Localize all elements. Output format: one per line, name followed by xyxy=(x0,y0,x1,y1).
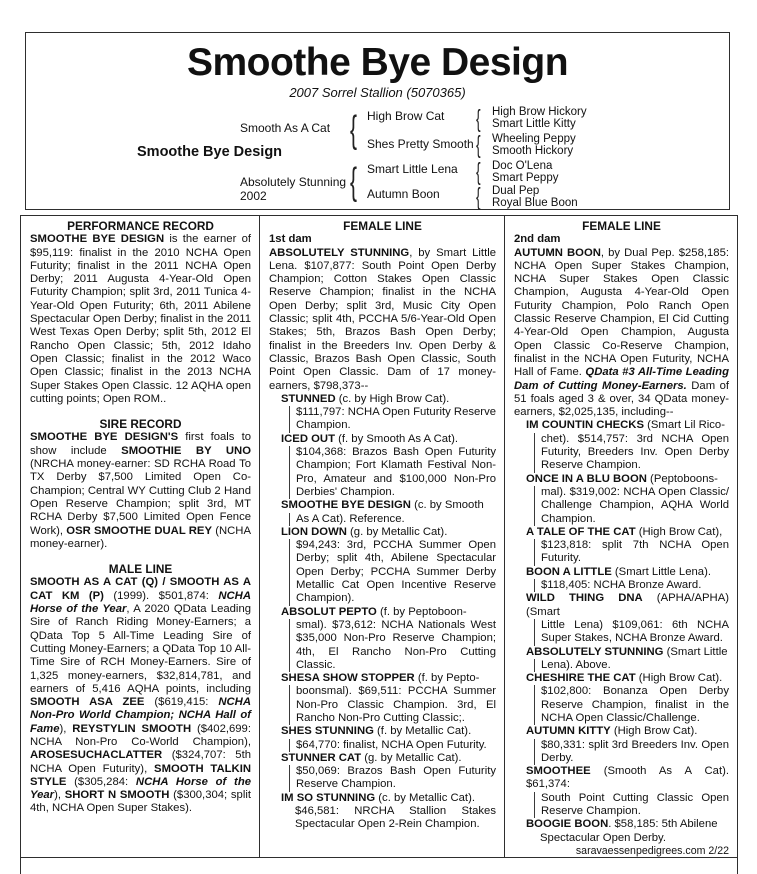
progeny-entry xyxy=(526,725,729,765)
sire-record-text xyxy=(30,431,251,551)
progeny-name: SHES STUNNING xyxy=(281,725,374,738)
progeny-entry xyxy=(526,818,729,845)
progeny-entry xyxy=(526,419,729,472)
progeny-entry-head xyxy=(526,646,729,659)
text-run: QData #3 All-Time Leading Dam of Cutting Money-Earners. xyxy=(514,366,729,392)
progeny-tail: (APHA/APHA) (Smart xyxy=(526,592,729,618)
progeny-tail: (g. by Metallic Cat). xyxy=(361,751,462,764)
progeny-name: ABSOLUT PEPTO xyxy=(281,605,377,618)
progeny-entry-head xyxy=(281,792,496,805)
text-run: is the earner of $95,119: finalist in the 2010 NCHA Open Futurity; finalist in the 2011 NCHA Open Derby; 2011 Augusta 4-Year-Old Open Futurity Champion; split 3rd, 2011 Tunica 4-Year-Old Open Futurity; 6th, 2011 Abilene Spectacular Open Derby; finalist in the 2011 West Texas Open Derby; split 5th, 2012 El Rancho Open Classic; 5th, 2012 Idaho Open Classic; finalist in the 2012 Waco Open Classic; finalist in the 2013 NCHA Super Stakes Open Classic. 12 AQHA open cutting points; Open ROM.. xyxy=(30,233,251,405)
progeny-detail: $123,818: split 7th NCHA Open Futurity. xyxy=(534,539,729,566)
text-run: SMOOTHE BYE DESIGN xyxy=(30,233,165,246)
progeny-entry-head xyxy=(281,499,496,512)
performance-record-text xyxy=(30,233,251,406)
progeny-tail: (Peptoboons- xyxy=(646,472,718,485)
pedigree-brace: { xyxy=(476,158,481,186)
progeny-entry xyxy=(281,672,496,725)
progeny-entry-head xyxy=(526,725,729,738)
text-run: ($300,304; split 4th, NCHA Open Super Stakes). xyxy=(30,789,251,815)
progeny-tail: (High Brow Cat), xyxy=(635,525,723,538)
text-run: NCHA Non-Pro World Champion; NCHA Hall of Fame xyxy=(30,696,251,735)
progeny-name: ONCE IN A BLU BOON xyxy=(526,472,647,485)
progeny-tail: (f. by Metallic Cat). xyxy=(373,725,472,738)
progeny-entry-head xyxy=(526,818,729,831)
progeny-name: BOON A LITTLE xyxy=(526,565,612,578)
credit-footer: saravaessenpedigrees.com 2/22 xyxy=(575,844,729,857)
text-run: ($619,415: xyxy=(144,696,219,709)
progeny-entry xyxy=(526,592,729,645)
text-run: (1999). $501,874: xyxy=(103,589,219,602)
text-run: AUTUMN BOON xyxy=(514,246,601,259)
second-dam-label: 2nd dam xyxy=(514,233,561,246)
progeny-entry xyxy=(281,606,496,672)
second-dam-text xyxy=(514,247,729,420)
column-female-line-2nd-dam xyxy=(504,216,737,857)
female-line-header-1: FEMALE LINE xyxy=(343,219,422,233)
progeny-detail: $64,770: finalist, NCHA Open Futurity. xyxy=(289,739,496,752)
progeny-entry xyxy=(281,393,496,433)
progeny-entry-head xyxy=(281,433,496,446)
progeny-entry xyxy=(281,499,496,526)
text-run: REYSTYLIN SMOOTH xyxy=(72,722,192,735)
progeny-entry-head xyxy=(526,672,729,685)
progeny-name: A TALE OF THE CAT xyxy=(526,525,636,538)
progeny-entry xyxy=(526,765,729,818)
first-dam-label: 1st dam xyxy=(269,233,312,246)
progeny-name: SMOOTHEE xyxy=(526,765,591,778)
progeny-detail: boonsmal). $69,511: PCCHA Summer Non-Pro Classic Champion. 3rd, El Rancho Non-Pro Cutting Classic;. xyxy=(289,685,496,725)
progeny-tail: (Smart Little Lena). xyxy=(611,565,711,578)
progeny-name: ICED OUT xyxy=(281,432,335,445)
progeny-detail: As A Cat). Reference. xyxy=(289,513,496,526)
progeny-name: IM SO STUNNING xyxy=(281,791,376,804)
progeny-entry xyxy=(526,566,729,593)
progeny-tail: (g. by Metallic Cat). xyxy=(346,525,448,538)
pedigree-gen3-1: High Brow Hickory xyxy=(492,106,587,118)
pedigree-gen3-3: Wheeling Peppy xyxy=(492,133,576,145)
page-subtitle: 2007 Sorrel Stallion (5070365) xyxy=(289,85,466,100)
text-run: Dam of 51 foals aged 3 & over, 34 QData money-earners, $2,025,135, including-- xyxy=(514,379,730,419)
pedigree-dam-year: 2002 xyxy=(240,189,267,203)
progeny-tail: . $58,185: 5th Abilene xyxy=(608,818,718,831)
text-run: ($305,284: xyxy=(66,775,136,788)
text-run: , by Smart Little Lena. $107,877: South Point Open Derby Champion; Cotton Stakes Open Classic Reserve Champion; finalist in the NCHA Open Derby; split 3rd, Music City Open Classic; split 4th, PCCHA 5/6-Year-Old Open Stakes; 5th, Brazos Bash Open Derby; finalist in the Breeders Inv. Open Derby & Classic, Brazos Bash Open Classic, South Point Open Classic. Dam of 17 money-earners, $798,373-- xyxy=(269,246,496,392)
progeny-detail: chet). $514,757: 3rd NCHA Open Futurity, Breeders Inv. Open Derby Reserve Champion. xyxy=(534,433,729,473)
progeny-entry xyxy=(281,526,496,606)
progeny-entry-head xyxy=(281,393,496,406)
progeny-name: LION DOWN xyxy=(281,525,347,538)
text-run: NCHA Horse of the Year xyxy=(30,775,251,802)
progeny-entry xyxy=(526,646,729,673)
pedigree-gen3-8: Royal Blue Boon xyxy=(492,197,578,209)
progeny-entry xyxy=(281,433,496,499)
text-run: ($324,707: 5th NCHA Open Futurity), xyxy=(30,749,251,775)
text-run: ($402,699: NCHA Non-Pro Co-World Champion), xyxy=(30,722,251,748)
text-run: SMOOTH ASA ZEE xyxy=(30,696,145,709)
progeny-detail: $50,069: Brazos Bash Open Futurity Reserve Champion. xyxy=(289,765,496,792)
text-run: SMOOTH TALKIN STYLE xyxy=(30,762,251,788)
progeny-detail: Little Lena) $109,061: 6th NCHA Super Stakes, NCHA Bronze Award. xyxy=(534,619,729,646)
progeny-entry-head xyxy=(526,526,729,539)
pedigree-brace: { xyxy=(476,131,481,159)
progeny-tail: (c. by Smooth xyxy=(410,499,484,512)
progeny-tail: (High Brow Cat). xyxy=(610,725,698,738)
performance-record-header: PERFORMANCE RECORD xyxy=(67,219,214,233)
progeny-tail: (High Brow Cat). xyxy=(635,672,723,685)
column-female-line-1st-dam xyxy=(259,216,504,857)
progeny-detail: mal). $319,002: NCHA Open Classic/ Challenge Champion, AQHA World Champion. xyxy=(534,486,729,526)
progeny-entry-head xyxy=(526,592,729,619)
progeny-detail: $111,797: NCHA Open Futurity Reserve Champion. xyxy=(289,406,496,433)
female-line-header-2: FEMALE LINE xyxy=(582,219,661,233)
progeny-entry-head xyxy=(281,606,496,619)
progeny-name: IM COUNTIN CHECKS xyxy=(526,419,644,432)
text-run: ), xyxy=(54,789,65,802)
progeny-tail: (c. by High Brow Cat). xyxy=(335,392,450,405)
progeny-detail: $80,331: split 3rd Breeders Inv. Open Derby. xyxy=(534,739,729,766)
progeny-tail: (c. by Metallic Cat). xyxy=(375,791,475,804)
progeny-entry xyxy=(526,526,729,566)
pedigree-gen3-2: Smart Little Kitty xyxy=(492,118,576,130)
progeny-entry-head xyxy=(281,526,496,539)
progeny-entry-head xyxy=(281,672,496,685)
text-run: AROSESUCHACLATTER xyxy=(30,749,163,762)
column-performance-sire-male-line xyxy=(21,216,259,857)
progeny-entry xyxy=(526,672,729,725)
progeny-name: SHESA SHOW STOPPER xyxy=(281,672,415,685)
progeny-entry-head xyxy=(526,765,729,792)
text-run: OSR SMOOTHE DUAL REY xyxy=(66,524,212,537)
pedigree-gen2-3: Smart Little Lena xyxy=(367,162,458,176)
text-run: ABSOLUTELY STUNNING xyxy=(269,246,410,259)
pedigree-brace: { xyxy=(476,105,481,133)
text-run: , A 2020 QData Leading Sire of Ranch Riding Money-Earners; a QData Top 5 All-Time Leading Sire of Cutting Money-Earners; a QData Top 10 All-Time Sire of RCH Money-Earners. Sire of 1,325 money-earners, $32,814,781, and earners of 5,416 AQHA points, including xyxy=(30,603,252,695)
text-run: NCHA Horse of the Year xyxy=(30,589,251,616)
progeny-name: CHESHIRE THE CAT xyxy=(526,672,636,685)
text-run: first foals to show include xyxy=(30,431,252,457)
pedigree-gen3-4: Smooth Hickory xyxy=(492,145,574,157)
progeny-entry-head xyxy=(526,419,729,432)
pedigree-gen2-2: Shes Pretty Smooth xyxy=(367,137,474,151)
pedigree-brace: { xyxy=(350,109,357,151)
text-run: SMOOTHIE BY UNO xyxy=(121,444,252,457)
text-run: SHORT N SMOOTH xyxy=(64,789,170,802)
pedigree-gen3-6: Smart Peppy xyxy=(492,172,559,184)
progeny-name: SMOOTHE BYE DESIGN xyxy=(281,499,411,512)
text-run: ), xyxy=(59,722,73,735)
progeny-entry xyxy=(281,725,496,752)
text-run: SMOOTHE BYE DESIGN'S xyxy=(30,431,179,444)
text-run: SMOOTH AS A CAT (Q) / SMOOTH AS A CAT KM (P) xyxy=(30,576,251,602)
records-box xyxy=(20,215,738,874)
progeny-detail: smal). $73,612: NCHA Nationals West $35,000 Non-Pro Reserve Champion; 4th, El Rancho Non-Pro Cutting Classic. xyxy=(289,619,496,672)
progeny-name: ABSOLUTELY STUNNING xyxy=(526,645,664,658)
progeny-detail: $104,368: Brazos Bash Open Futurity Champion; Fort Klamath Festival Non-Pro, Amateur and $100,000 Non-Pro Derbies' Champion. xyxy=(289,446,496,499)
progeny-name: STUNNED xyxy=(281,392,336,405)
progeny-detail: $118,405: NCHA Bronze Award. xyxy=(534,579,729,592)
pedigree-gen3-7: Dual Pep xyxy=(492,185,540,197)
progeny-tail: (Smooth As A Cat). $61,374: xyxy=(526,765,729,791)
second-dam-entries xyxy=(514,419,729,845)
progeny-entry-head xyxy=(526,566,729,579)
progeny-detail: South Point Cutting Classic Open Reserve Champion. xyxy=(534,792,729,819)
male-line-header: MALE LINE xyxy=(108,562,173,577)
progeny-tail: (f. by Smooth As A Cat). xyxy=(334,432,459,445)
progeny-name: STUNNER CAT xyxy=(281,751,362,764)
progeny-tail: (Smart Lil Rico- xyxy=(644,419,725,432)
progeny-detail: Spectacular Open Derby. xyxy=(540,831,667,844)
text-run: , by Dual Pep. $258,185: NCHA Open Super Stakes Champion, NCHA Super Stakes Open Classic Champion, Augusta 4-Year-Old Open Futurity Champion, Polo Ranch Open Classic Reserve Champion, El Cid Cutting 4-Year-Old Open Champion, Augusta Open Classic Co-Reserve Champion, finalist in the NCHA Open Futurity, NCHA Hall of Fame. xyxy=(514,246,729,379)
pedigree-gen2-4: Autumn Boon xyxy=(367,187,440,201)
progeny-entry xyxy=(281,752,496,792)
progeny-tail: (f. by Pepto- xyxy=(414,672,480,685)
progeny-name: AUTUMN KITTY xyxy=(526,725,611,738)
text-run: (NCHA money-earner). xyxy=(30,524,251,550)
progeny-detail: Lena). Above. xyxy=(534,659,729,672)
text-run: (NRCHA money-earner: SD RCHA Road To TX Derby $7,500 Limited Open Co-Champion; Central WY Cutting Club 2 Hand Open Reserve Champion; split 3rd, MT RCHA Derby $7,500 Limited Open Fence Work), xyxy=(30,458,251,537)
sire-record-header: SIRE RECORD xyxy=(99,417,182,432)
pedigree-brace: { xyxy=(476,183,481,211)
pedigree-gen2-1: High Brow Cat xyxy=(367,109,445,123)
progeny-detail: $102,800: Bonanza Open Derby Reserve Champion, finalist in the NCHA Open Classic/Challenge. xyxy=(534,685,729,725)
pedigree-sire: Smooth As A Cat xyxy=(240,121,331,135)
header-box xyxy=(25,32,730,210)
progeny-detail: $94,243: 3rd, PCCHA Summer Open Derby; split 4th, Abilene Spectacular Open Derby; PCCHA Summer Derby Metallic Cat Open Incentive Reserve Champion). xyxy=(289,539,496,605)
progeny-entry-head xyxy=(526,473,729,486)
progeny-name: BOOGIE BOON xyxy=(526,818,609,831)
pedigree-brace: { xyxy=(350,161,357,203)
progeny-tail: (Smart Little xyxy=(663,645,728,658)
first-dam-entries xyxy=(269,393,496,832)
pedigree-gen3-5: Doc O'Lena xyxy=(492,160,553,172)
progeny-entry xyxy=(526,473,729,526)
male-line-text xyxy=(30,576,251,815)
progeny-detail: $46,581: NRCHA Stallion Stakes Spectacular Open 2-Rein Champion. xyxy=(295,805,496,831)
progeny-name: WILD THING DNA xyxy=(526,592,643,605)
pedigree-dam: Absolutely Stunning xyxy=(240,175,347,189)
first-dam-text xyxy=(269,247,496,393)
page-title: Smoothe Bye Design xyxy=(186,41,569,84)
records-columns xyxy=(21,216,737,858)
progeny-tail: (f. by Peptoboon- xyxy=(376,605,467,618)
progeny-entry xyxy=(281,792,496,832)
progeny-entry-head xyxy=(281,752,496,765)
pedigree-subject: Smoothe Bye Design xyxy=(137,144,283,160)
progeny-entry-head xyxy=(281,725,496,738)
